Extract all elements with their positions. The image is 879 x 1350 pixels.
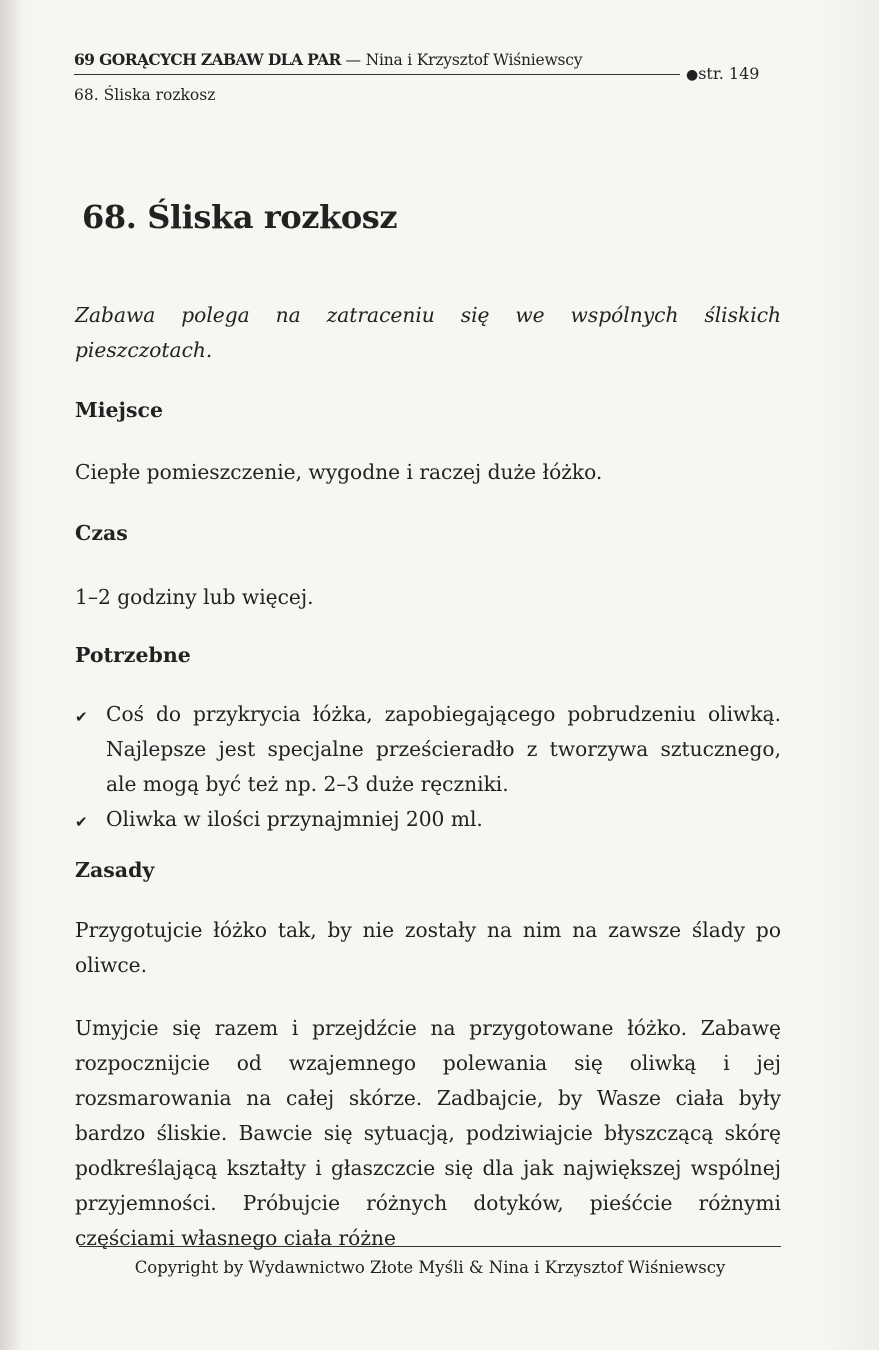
footer-rule (79, 1246, 781, 1247)
running-header (74, 50, 774, 104)
section-heading-place: Miejsce (75, 398, 164, 422)
book-title: 69 GORĄCYCH ZABAW DLA PAR (74, 50, 341, 69)
section-text-place: Ciepłe pomieszczenie, wygodne i raczej duże łóżko. (75, 460, 603, 484)
list-item-text: Coś do przykrycia łóżka, zapobiegającego pobrudzeniu oliwką. Najlepsze jest specjalne prześcieradło z tworzywa sztucznego, ale mogą być też np. 2–3 duże ręczniki. (106, 702, 781, 796)
chapter-intro: Zabawa polega na zatraceniu się we wspólnych śliskich pieszczotach. (75, 303, 781, 362)
page-number (686, 64, 759, 83)
footer-copyright: Copyright by Wydawnictwo Złote Myśli & Nina i Krzysztof Wiśniewscy (134, 1258, 726, 1277)
header-separator: — (340, 51, 366, 69)
dot-icon: ● (686, 67, 699, 83)
checkmark-icon: ✔ (75, 813, 88, 831)
chapter-title: 68. Śliska rozkosz (82, 198, 398, 236)
section-text-time: 1–2 godziny lub więcej. (75, 585, 314, 609)
page-number-label: str. 149 (698, 64, 760, 83)
section-heading-needed: Potrzebne (75, 643, 191, 667)
book-authors: Nina i Krzysztof Wiśniewscy (365, 51, 583, 69)
list-item-text: Oliwka w ilości przynajmniej 200 ml. (106, 807, 483, 831)
needed-list (75, 697, 781, 837)
checkmark-icon: ✔ (75, 708, 88, 726)
list-item (75, 802, 781, 837)
section-heading-time: Czas (75, 521, 128, 545)
rules-paragraph-1: Przygotujcie łóżko tak, by nie zostały na nim na zawsze ślady po oliwce. (75, 918, 781, 977)
rules-paragraph-2: Umyjcie się razem i przejdźcie na przygotowane łóżko. Zabawę rozpocznijcie od wzajemnego polewania się oliwką i jej rozsmarowania na całej skórze. Zadbajcie, by Wasze ciała były bardzo śliskie. Bawcie się sytuacją, podziwiajcie błyszczącą skórę podkreślającą kształty i głaszczcie się dla jak największej wspólnej przyjemności. Próbujcie różnych dotyków, pieśćcie różnymi częściami własnego ciała różne (75, 1016, 781, 1250)
header-rule (74, 74, 680, 75)
running-chapter-title: 68. Śliska rozkosz (74, 86, 216, 104)
page-spine-shadow (0, 0, 22, 1350)
list-item (75, 697, 781, 802)
header-title-line (74, 50, 774, 69)
section-heading-rules: Zasady (75, 858, 155, 882)
